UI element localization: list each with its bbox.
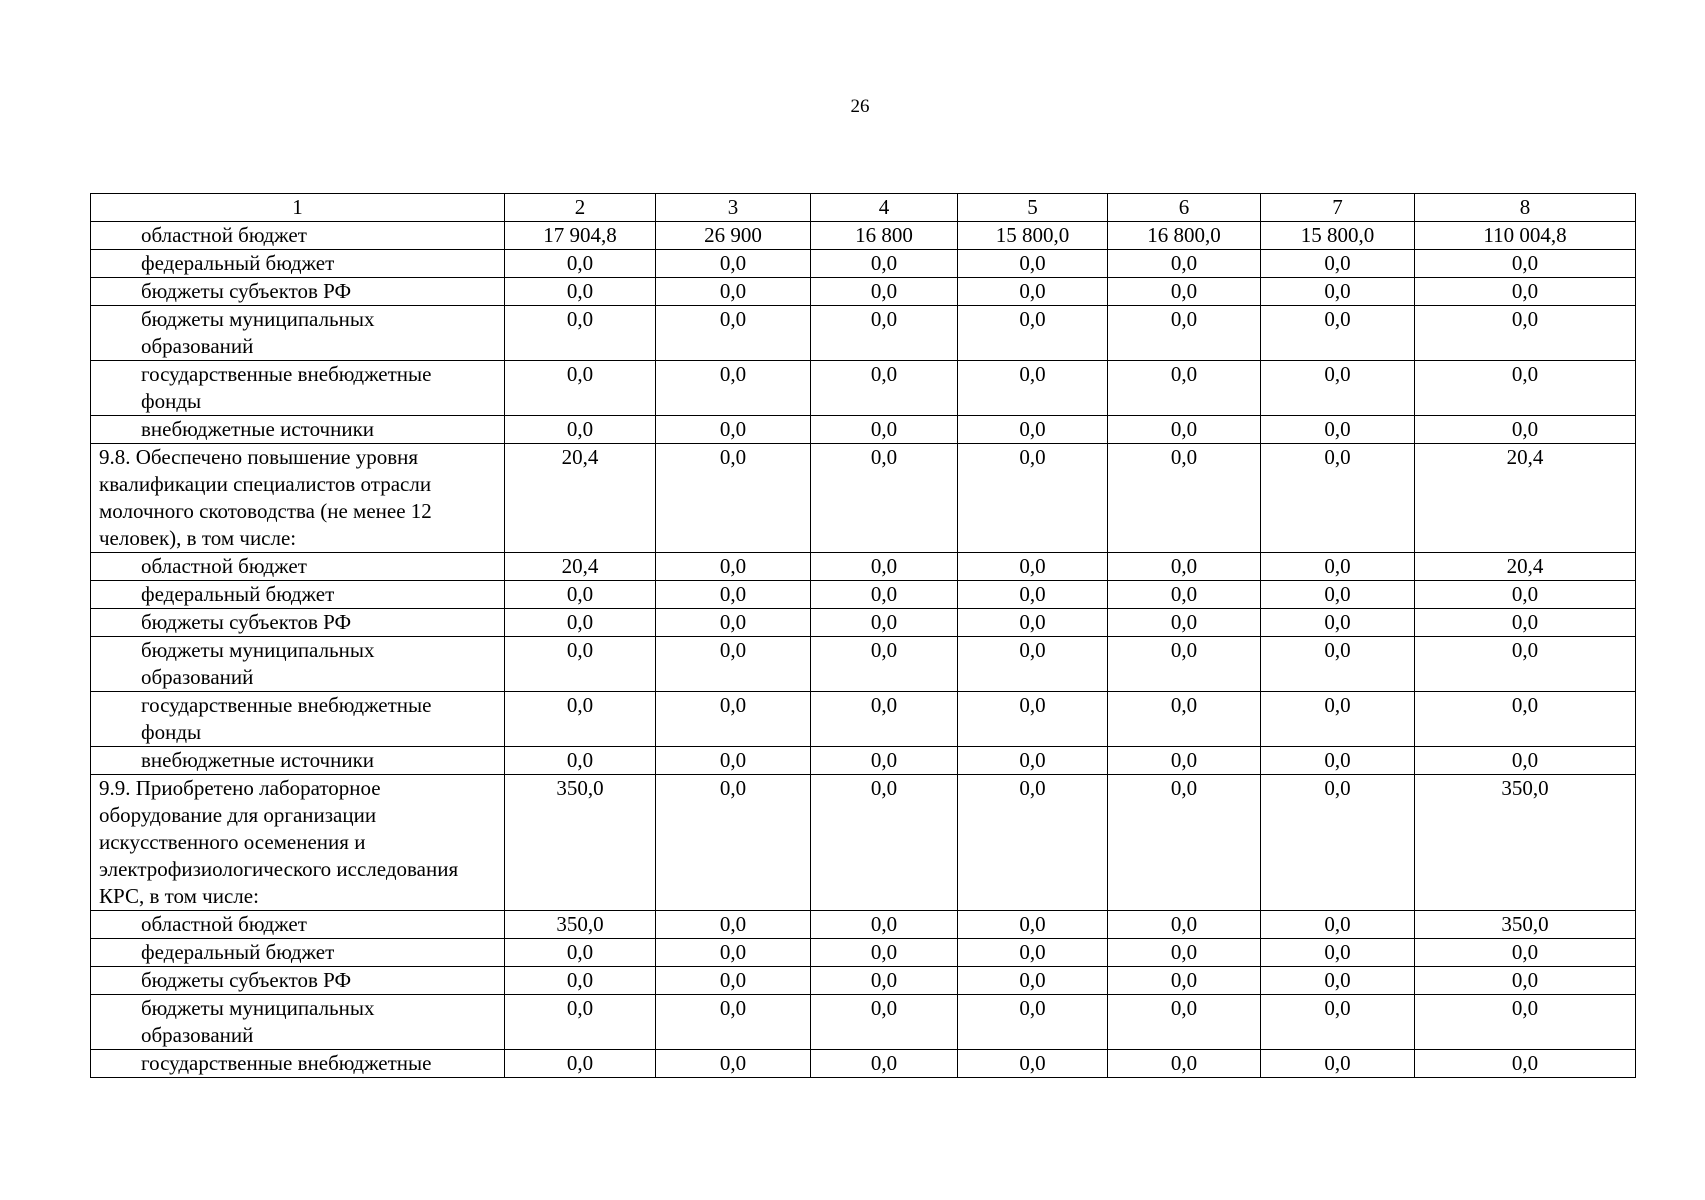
table-cell: 0,0 (1108, 444, 1261, 553)
table-cell: 0,0 (656, 444, 811, 553)
table-row (91, 222, 1636, 250)
table-cell: 0,0 (811, 692, 958, 747)
page-number: 26 (850, 96, 870, 117)
table-cell: 0,0 (1415, 250, 1636, 278)
row-label: федеральный бюджет (91, 939, 505, 967)
table-cell: 16 800 (811, 222, 958, 250)
table-cell: 0,0 (1261, 995, 1415, 1050)
table-cell: 0,0 (1261, 250, 1415, 278)
table-cell: 0,0 (1415, 361, 1636, 416)
table-cell: 0,0 (1261, 939, 1415, 967)
column-header: 2 (505, 194, 656, 222)
row-label: областной бюджет (91, 553, 505, 581)
table-row (91, 637, 1636, 692)
table-cell: 0,0 (1108, 939, 1261, 967)
table-row (91, 250, 1636, 278)
table-cell: 0,0 (1108, 609, 1261, 637)
table-cell: 0,0 (656, 581, 811, 609)
row-label: бюджеты муниципальных образований (91, 306, 505, 361)
row-label: федеральный бюджет (91, 581, 505, 609)
table-cell: 0,0 (656, 553, 811, 581)
table-cell: 0,0 (811, 250, 958, 278)
row-label: государственные внебюджетные фонды (91, 692, 505, 747)
table-row (91, 444, 1636, 553)
table-cell: 0,0 (505, 1050, 656, 1078)
table-cell: 0,0 (958, 306, 1108, 361)
table-cell: 0,0 (1415, 692, 1636, 747)
row-label: областной бюджет (91, 222, 505, 250)
table-cell: 0,0 (811, 609, 958, 637)
table-cell: 0,0 (1108, 361, 1261, 416)
table-cell: 0,0 (1415, 1050, 1636, 1078)
table-cell: 0,0 (1108, 581, 1261, 609)
table-cell: 20,4 (1415, 444, 1636, 553)
table-cell: 0,0 (1108, 747, 1261, 775)
table-cell: 0,0 (1108, 278, 1261, 306)
table-cell: 0,0 (811, 306, 958, 361)
table-cell: 0,0 (958, 416, 1108, 444)
row-label: бюджеты субъектов РФ (91, 609, 505, 637)
table-cell: 0,0 (505, 609, 656, 637)
table-cell: 0,0 (656, 1050, 811, 1078)
table-cell: 15 800,0 (1261, 222, 1415, 250)
table-cell: 0,0 (1261, 416, 1415, 444)
table-cell: 0,0 (958, 995, 1108, 1050)
table-cell: 0,0 (1261, 967, 1415, 995)
table-cell: 0,0 (1415, 637, 1636, 692)
table-cell: 110 004,8 (1415, 222, 1636, 250)
row-label: внебюджетные источники (91, 747, 505, 775)
table-cell: 0,0 (811, 775, 958, 911)
table-cell: 0,0 (811, 581, 958, 609)
row-label: областной бюджет (91, 911, 505, 939)
table-row (91, 416, 1636, 444)
budget-table (90, 193, 1636, 1078)
table-cell: 0,0 (656, 939, 811, 967)
table-cell: 0,0 (1415, 967, 1636, 995)
table-cell: 0,0 (1108, 692, 1261, 747)
table-cell: 0,0 (1261, 692, 1415, 747)
table-row (91, 747, 1636, 775)
table-cell: 0,0 (1261, 775, 1415, 911)
table-cell: 0,0 (958, 911, 1108, 939)
table-cell: 0,0 (1108, 911, 1261, 939)
table-cell: 350,0 (505, 911, 656, 939)
row-label: бюджеты муниципальных образований (91, 637, 505, 692)
table-cell: 0,0 (1108, 775, 1261, 911)
table-cell: 0,0 (656, 911, 811, 939)
table-cell: 0,0 (811, 361, 958, 416)
table-cell: 0,0 (505, 416, 656, 444)
table-row (91, 278, 1636, 306)
table-cell: 0,0 (505, 361, 656, 416)
table-cell: 20,4 (505, 553, 656, 581)
table-cell: 26 900 (656, 222, 811, 250)
table-row (91, 775, 1636, 911)
table-row (91, 306, 1636, 361)
table-cell: 0,0 (958, 939, 1108, 967)
table-cell: 0,0 (505, 747, 656, 775)
table-cell: 0,0 (958, 278, 1108, 306)
table-cell: 0,0 (505, 939, 656, 967)
table-cell: 0,0 (958, 692, 1108, 747)
table-header-row (91, 194, 1636, 222)
table-cell: 0,0 (1415, 747, 1636, 775)
table-row (91, 581, 1636, 609)
table-cell: 0,0 (1415, 581, 1636, 609)
column-header: 3 (656, 194, 811, 222)
table-cell: 0,0 (505, 250, 656, 278)
table-cell: 0,0 (656, 250, 811, 278)
table-cell: 0,0 (811, 444, 958, 553)
table-cell: 15 800,0 (958, 222, 1108, 250)
table-row (91, 1050, 1636, 1078)
table-cell: 0,0 (505, 306, 656, 361)
table-row (91, 967, 1636, 995)
table-row (91, 995, 1636, 1050)
table-cell: 0,0 (1261, 278, 1415, 306)
table-cell: 0,0 (1261, 747, 1415, 775)
table-cell: 0,0 (1108, 250, 1261, 278)
table-cell: 0,0 (656, 637, 811, 692)
table-cell: 0,0 (1261, 1050, 1415, 1078)
table-cell: 0,0 (811, 995, 958, 1050)
table-cell: 0,0 (656, 775, 811, 911)
table-cell: 0,0 (505, 581, 656, 609)
table-cell: 0,0 (1261, 581, 1415, 609)
table-cell: 0,0 (811, 416, 958, 444)
table-row (91, 609, 1636, 637)
row-label: 9.9. Приобретено лабораторное оборудование для организации искусственного осеменения и электрофизиологического исследования КРС, в том числе: (91, 775, 505, 911)
table-cell: 0,0 (1108, 995, 1261, 1050)
table-cell: 0,0 (811, 939, 958, 967)
column-header: 7 (1261, 194, 1415, 222)
table-cell: 0,0 (958, 361, 1108, 416)
table-cell: 0,0 (505, 967, 656, 995)
table-cell: 0,0 (958, 553, 1108, 581)
table-cell: 0,0 (1108, 637, 1261, 692)
row-label: 9.8. Обеспечено повышение уровня квалификации специалистов отрасли молочного скотоводства (не менее 12 человек), в том числе: (91, 444, 505, 553)
table-cell: 0,0 (811, 747, 958, 775)
table-row (91, 939, 1636, 967)
table-cell: 0,0 (505, 995, 656, 1050)
table-cell: 0,0 (958, 967, 1108, 995)
row-label: бюджеты субъектов РФ (91, 278, 505, 306)
table-cell: 0,0 (958, 1050, 1108, 1078)
table-cell: 0,0 (656, 361, 811, 416)
table-cell: 0,0 (1261, 637, 1415, 692)
table-cell: 350,0 (505, 775, 656, 911)
row-label: государственные внебюджетные (91, 1050, 505, 1078)
table-cell: 0,0 (811, 637, 958, 692)
table-cell: 0,0 (1261, 609, 1415, 637)
table-cell: 350,0 (1415, 775, 1636, 911)
table-cell: 0,0 (505, 637, 656, 692)
table-cell: 0,0 (1415, 306, 1636, 361)
table-row (91, 692, 1636, 747)
row-label: бюджеты субъектов РФ (91, 967, 505, 995)
table-cell: 0,0 (958, 581, 1108, 609)
table-cell: 0,0 (1108, 553, 1261, 581)
table-cell: 0,0 (1108, 1050, 1261, 1078)
table-cell: 0,0 (656, 306, 811, 361)
column-header: 4 (811, 194, 958, 222)
column-header: 6 (1108, 194, 1261, 222)
table-cell: 0,0 (505, 278, 656, 306)
table-cell: 20,4 (505, 444, 656, 553)
table-row (91, 553, 1636, 581)
row-label: внебюджетные источники (91, 416, 505, 444)
column-header: 1 (91, 194, 505, 222)
table-cell: 0,0 (1261, 361, 1415, 416)
table-cell: 0,0 (958, 444, 1108, 553)
table-cell: 0,0 (1261, 306, 1415, 361)
row-label: государственные внебюджетные фонды (91, 361, 505, 416)
table-cell: 0,0 (811, 278, 958, 306)
row-label: бюджеты муниципальных образований (91, 995, 505, 1050)
table-cell: 0,0 (811, 1050, 958, 1078)
table-cell: 16 800,0 (1108, 222, 1261, 250)
table-body (91, 194, 1636, 1078)
table-cell: 0,0 (1108, 306, 1261, 361)
table-cell: 0,0 (1108, 967, 1261, 995)
column-header: 5 (958, 194, 1108, 222)
table-cell: 350,0 (1415, 911, 1636, 939)
table-cell: 0,0 (656, 416, 811, 444)
table-cell: 0,0 (1261, 911, 1415, 939)
table-cell: 0,0 (1415, 609, 1636, 637)
column-header: 8 (1415, 194, 1636, 222)
table-cell: 0,0 (656, 995, 811, 1050)
table-cell: 0,0 (1261, 553, 1415, 581)
table-cell: 0,0 (1261, 444, 1415, 553)
table-cell: 20,4 (1415, 553, 1636, 581)
table-cell: 0,0 (1415, 416, 1636, 444)
table-cell: 0,0 (656, 747, 811, 775)
table-row (91, 361, 1636, 416)
table-cell: 0,0 (656, 609, 811, 637)
table-cell: 0,0 (656, 692, 811, 747)
table-cell: 0,0 (958, 637, 1108, 692)
table-cell: 0,0 (958, 250, 1108, 278)
table-cell: 0,0 (1108, 416, 1261, 444)
table-cell: 0,0 (811, 911, 958, 939)
table-cell: 0,0 (811, 967, 958, 995)
table-cell: 17 904,8 (505, 222, 656, 250)
table-cell: 0,0 (811, 553, 958, 581)
table-cell: 0,0 (1415, 995, 1636, 1050)
table-cell: 0,0 (656, 278, 811, 306)
table-cell: 0,0 (958, 609, 1108, 637)
table-cell: 0,0 (958, 747, 1108, 775)
table-cell: 0,0 (656, 967, 811, 995)
table-row (91, 911, 1636, 939)
row-label: федеральный бюджет (91, 250, 505, 278)
table-cell: 0,0 (1415, 939, 1636, 967)
table-cell: 0,0 (505, 692, 656, 747)
table-cell: 0,0 (958, 775, 1108, 911)
table-cell: 0,0 (1415, 278, 1636, 306)
